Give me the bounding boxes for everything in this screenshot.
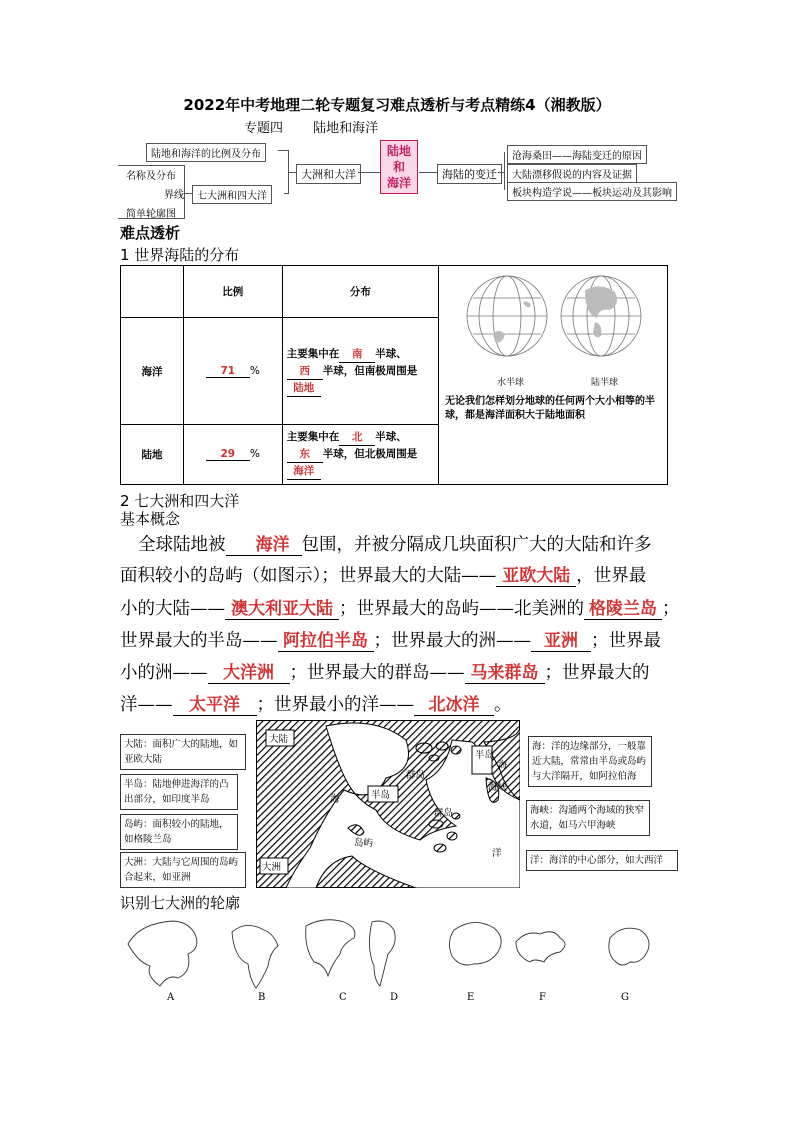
answer-blank: 亚洲: [531, 626, 591, 652]
answer-blank: 北冰洋: [414, 690, 494, 716]
concept-text: ；世界最大的: [544, 663, 650, 683]
center-line-3: 海洋: [386, 176, 411, 190]
concept-line-1: [120, 530, 680, 556]
map-label-strait: 海峡: [488, 782, 508, 793]
unit-land: %: [249, 448, 260, 460]
mindmap-left-item-1: 名称及分布: [122, 166, 180, 183]
concept-text: 包围，并被分隔成几块面积广大的大陆和许多: [301, 535, 652, 555]
outline-oceania: [609, 928, 649, 965]
mindmap-hub-left: 大洲和大洋: [296, 164, 361, 184]
concept-text: 洋——: [120, 695, 173, 715]
concept-text: ；世界最: [591, 631, 661, 651]
concept-line-5: [120, 658, 680, 684]
callout-continental: 大洲：大陆与它周围的岛屿合起来，如亚洲: [120, 852, 246, 888]
answer-blank: 阿拉伯半岛: [278, 626, 374, 652]
map-label-peninsula-2: 半岛: [371, 790, 391, 801]
sec1-title: 1 世界海陆的分布: [120, 246, 240, 264]
caption-d: D: [390, 992, 399, 1003]
outline-africa: [232, 925, 278, 988]
answer-blank: 西: [287, 363, 323, 380]
dist-text: 半球、: [375, 347, 407, 360]
concept-text: 小的大陆——: [120, 599, 225, 619]
concept-text: 全球陆地被: [138, 535, 226, 555]
concept-text: ；世界最大的岛屿——北美洲的: [339, 599, 584, 619]
concept-map: [256, 720, 520, 888]
mindmap-bracket-left: [118, 165, 185, 219]
sec2-subtitle: 基本概念: [120, 510, 181, 528]
mindmap-right-item-2: 大陆漂移假说的内容及证据: [507, 164, 637, 183]
map-label-ocean: 洋: [492, 848, 502, 859]
map-label-archipelago: 群岛: [406, 770, 426, 781]
answer-blank: 海洋: [287, 463, 321, 480]
concept-line-2: [120, 561, 680, 587]
caption-b: B: [258, 992, 266, 1003]
answer-blank: 陆地: [287, 380, 321, 397]
concept-text: ；世界最大的群岛——: [289, 663, 465, 683]
map-label-peninsula: 半岛: [475, 750, 495, 761]
mindmap-center: [380, 140, 418, 194]
globe-note: 无论我们怎样划分地球的任何两个大小相等的半球，都是海洋面积大于陆地面积: [445, 396, 655, 421]
dist-text: 主要集中在: [286, 431, 340, 443]
concept-text: 世界最大的半岛——: [120, 631, 278, 651]
outline-north-america: [306, 920, 355, 976]
callout-ocean: 洋：海洋的中心部分，如大西洋: [526, 850, 678, 871]
continent-outlines: [120, 914, 668, 990]
concept-text: ；: [662, 599, 680, 619]
callout-peninsula: 半岛：陆地伸进海洋的凸出部分，如印度半岛: [120, 774, 238, 810]
mindmap-right-item-1: 沧海桑田——海陆变迁的原因: [507, 145, 647, 164]
outline-south-america: [369, 921, 395, 986]
answer-blank: 马来群岛: [465, 658, 545, 684]
sec3-title: 识别七大洲的轮廓: [120, 894, 241, 912]
center-line-2: 和: [392, 160, 405, 174]
topic-label: 专题四: [244, 121, 284, 136]
concept-text: ，世界最: [576, 566, 647, 586]
mindmap-left-top: 陆地和海洋的比例及分布: [146, 143, 266, 162]
map-label-sea-right: 海: [498, 760, 508, 771]
ratio-land: 29: [206, 448, 250, 461]
dist-text: 主要集中在: [286, 347, 340, 360]
answer-blank: 北: [339, 429, 375, 446]
unit-ocean: %: [249, 364, 260, 377]
answer-blank: 澳大利亚大陆: [225, 594, 339, 620]
answer-blank: 大洋洲: [208, 658, 290, 684]
concept-line-4: [120, 626, 680, 652]
map-label-continental: 大洲: [262, 862, 282, 873]
document-title: 2022年中考地理二轮专题复习难点透析与考点精练4（湘教版）: [183, 96, 611, 114]
answer-blank: 南: [339, 346, 375, 363]
mindmap-left-mid: 七大洲和四大洋: [192, 185, 272, 204]
concept-text: 小的洲——: [120, 663, 208, 683]
answer-blank: 亚欧大陆: [496, 561, 576, 587]
sec2-title: 2 七大洲和四大洋: [120, 492, 240, 510]
map-label-continent: 大陆: [269, 734, 289, 745]
concept-text: 面积较小的岛屿（如图示）；世界最大的大陆——: [120, 566, 497, 586]
answer-blank: 格陵兰岛: [584, 594, 662, 620]
map-label-archipelago-2: 群岛: [434, 808, 454, 819]
mindmap-left-item-2: 界线: [160, 185, 188, 202]
mindmap-right-item-3: 板块构造学说——板块运动及其影响: [507, 182, 677, 201]
section-title: 难点透析: [120, 224, 181, 242]
map-label-sea-left: 海: [330, 794, 340, 805]
dist-text: 半球，但南极周围是: [322, 364, 418, 377]
concept-line-6: [120, 690, 680, 716]
concept-text: 。: [494, 695, 512, 715]
concept-text: ；世界最小的洋——: [256, 695, 414, 715]
callout-continent: 大陆：面积广大的陆地，如亚欧大陆: [120, 734, 246, 770]
callout-island: 岛屿：面积较小的陆地，如格陵兰岛: [120, 814, 238, 850]
caption-e: E: [467, 992, 475, 1003]
answer-blank: 太平洋: [173, 690, 257, 716]
callout-sea: 海：洋的边缘部分，一般靠近大陆，常常由半岛或岛屿与大洋隔开，如阿拉伯海: [528, 736, 652, 787]
dist-text: 半球、: [375, 431, 407, 443]
globe-label-water: 水半球: [497, 378, 525, 388]
row-name-ocean: 海洋: [121, 318, 184, 425]
outline-asia: [128, 921, 197, 986]
hemisphere-globes: [445, 272, 661, 372]
answer-blank: 东: [287, 446, 323, 463]
center-line-1: 陆地: [386, 144, 411, 158]
outline-antarctica: [449, 922, 501, 965]
callout-strait: 海峡：沟通两个海域的狭窄水道，如马六甲海峡: [526, 800, 650, 836]
topic-heading: [244, 117, 404, 136]
caption-f: F: [539, 992, 546, 1003]
outline-europe: [516, 932, 565, 962]
distribution-table: [120, 265, 668, 485]
globe-label-land: 陆半球: [591, 378, 619, 388]
map-label-island: 岛屿: [354, 838, 374, 849]
dist-text: 半球，但北极周围是: [322, 448, 418, 460]
row-name-land: 陆地: [121, 425, 184, 485]
concept-line-3: [120, 594, 680, 620]
ratio-ocean: 71: [206, 365, 250, 378]
mindmap-left-item-3: 简单轮廓图: [122, 204, 180, 221]
col-header-ratio: 比例: [183, 266, 282, 318]
col-header-distribution: 分布: [282, 266, 438, 318]
topic-name: 陆地和海洋: [313, 121, 379, 136]
concept-text: ；世界最大的洲——: [373, 631, 531, 651]
answer-blank: 海洋: [226, 530, 302, 556]
mindmap-hub-right: 海陆的变迁: [437, 164, 502, 184]
caption-g: G: [621, 992, 629, 1003]
caption-a: A: [167, 992, 175, 1003]
globe-cell: [439, 266, 668, 485]
caption-c: C: [339, 992, 347, 1003]
